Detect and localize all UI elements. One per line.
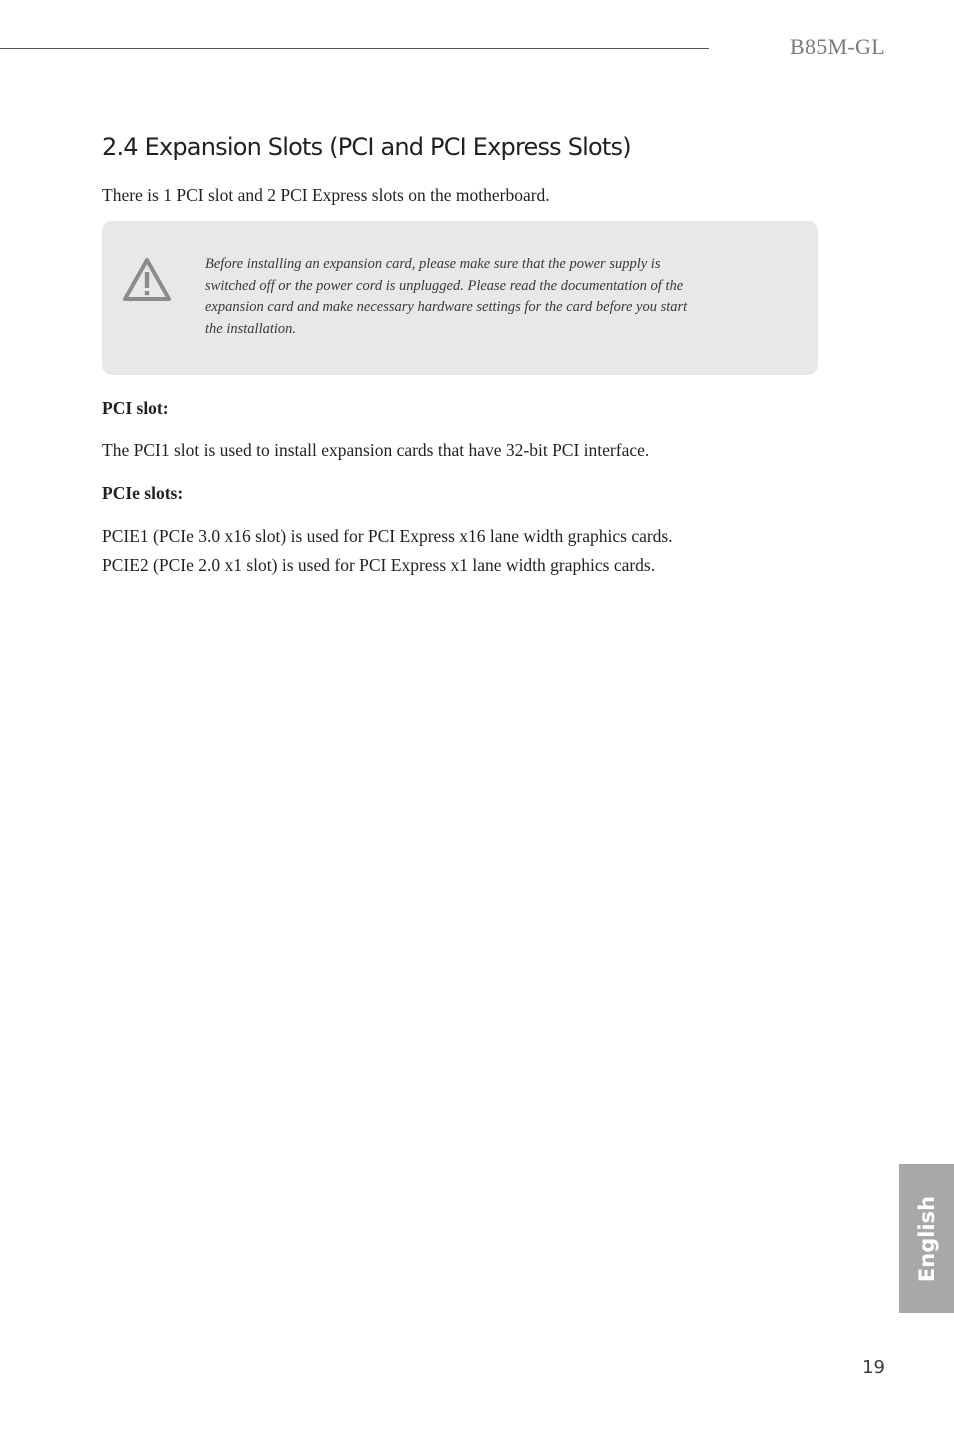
warning-triangle-icon xyxy=(122,257,172,303)
pcie2-text: PCIE2 (PCIe 2.0 x1 slot) is used for PCI Express x1 lane width graphics cards. xyxy=(102,555,656,575)
caution-text xyxy=(205,254,745,341)
caution-line: the installation. xyxy=(205,321,297,338)
caution-line: expansion card and make necessary hardware settings for the card before you start xyxy=(205,299,688,316)
pcie-slots-heading: PCIe slots: xyxy=(102,483,184,503)
caution-line: switched off or the power cord is unplugged. Please read the documentation of the xyxy=(205,277,684,294)
pci-slot-heading: PCI slot: xyxy=(102,398,169,418)
pci-slot-text: The PCI1 slot is used to install expansion cards that have 32-bit PCI interface. xyxy=(102,440,650,460)
language-tab xyxy=(899,1164,954,1313)
pcie1-text: PCIE1 (PCIe 3.0 x16 slot) is used for PCI Express x16 lane width graphics cards. xyxy=(102,526,673,546)
section-title: 2.4 Expansion Slots (PCI and PCI Express Slots) xyxy=(102,133,631,161)
header-rule xyxy=(0,48,709,49)
model-name: B85M-GL xyxy=(790,34,885,59)
language-label: English xyxy=(914,1195,939,1282)
intro-text: There is 1 PCI slot and 2 PCI Express slots on the motherboard. xyxy=(102,185,550,205)
caution-line: Before installing an expansion card, please make sure that the power supply is xyxy=(205,256,661,272)
caution-box xyxy=(102,221,818,375)
page-number: 19 xyxy=(862,1357,885,1378)
